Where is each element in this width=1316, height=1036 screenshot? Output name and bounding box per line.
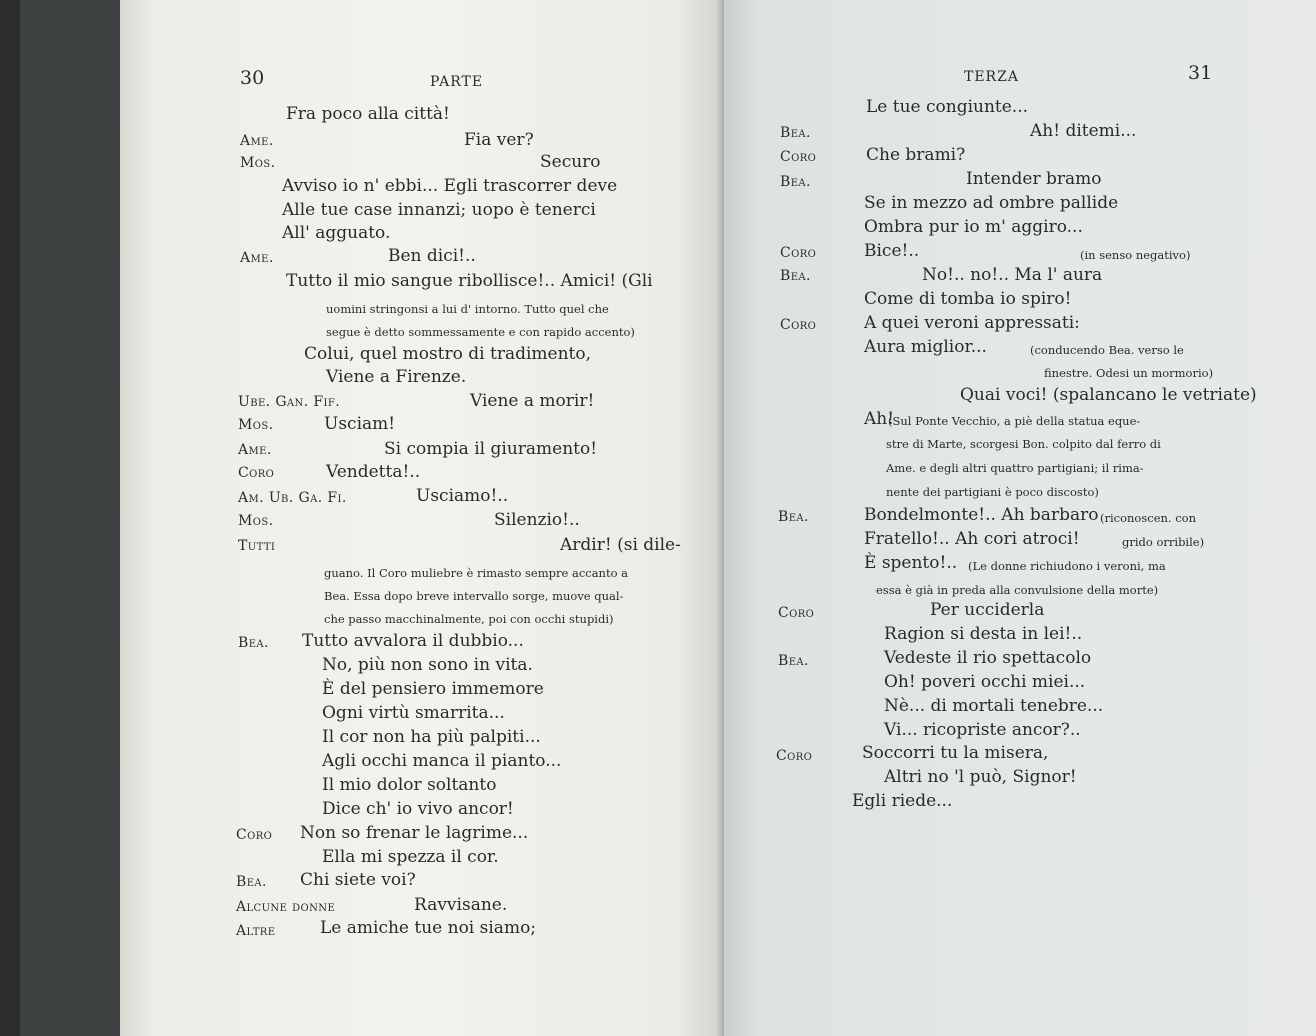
speaker-label: Mos.: [238, 417, 274, 433]
stage-direction: segue è detto sommessamente e con rapido accento): [326, 325, 635, 339]
verse-line: Oh! poveri occhi miei...: [884, 672, 1086, 692]
speaker-label: Ame.: [238, 442, 272, 458]
verse-line: Dice ch' io vivo ancor!: [322, 799, 514, 819]
verse-line: Alle tue case innanzi; uopo è tenerci: [282, 200, 596, 220]
stage-direction: grido orribile): [1122, 535, 1205, 549]
page-number: 30: [240, 67, 265, 89]
verse-line: Ombra pur io m' aggiro...: [864, 217, 1083, 237]
stage-direction: (riconoscen. con: [1100, 511, 1196, 525]
verse-line: Aura miglior...: [864, 337, 987, 357]
speaker-label: Coro: [780, 245, 817, 261]
verse-line: Usciamo!..: [416, 486, 509, 506]
stage-direction: (conducendo Bea. verso le: [1030, 343, 1184, 357]
verse-line: Viene a Firenze.: [326, 367, 467, 387]
speaker-label: Tutti: [238, 538, 276, 554]
speaker-label: Coro: [780, 317, 817, 333]
stage-direction: finestre. Odesi un mormorio): [1044, 366, 1214, 380]
running-head: PARTE: [430, 74, 484, 90]
verse-line: Egli riede...: [852, 791, 953, 811]
verse-line: Ah! ditemi...: [1030, 121, 1137, 141]
verse-line: Fra poco alla città!: [286, 104, 450, 124]
stage-direction: Ame. e degli altri quattro partigiani; il rima-: [886, 461, 1144, 475]
speaker-label: Coro: [780, 149, 817, 165]
speaker-label: Coro: [776, 748, 813, 764]
stage-direction: stre di Marte, scorgesi Bon. colpito dal ferro di: [886, 437, 1161, 451]
verse-line: Quai voci! (spalancano le vetriate): [960, 385, 1257, 405]
verse-line: Si compia il giuramento!: [384, 439, 598, 459]
speaker-label: Coro: [778, 605, 815, 621]
stage-direction: Bea. Essa dopo breve intervallo sorge, muove qual-: [324, 589, 624, 603]
speaker-label: Mos.: [238, 513, 274, 529]
verse-line: È spento!..: [864, 553, 958, 573]
stage-direction: (Sul Ponte Vecchio, a piè della statua eque-: [888, 414, 1141, 428]
verse-line: Il cor non ha più palpiti...: [322, 727, 541, 747]
stage-direction: nente dei partigiani è poco discosto): [886, 485, 1099, 499]
verse-line: Chi siete voi?: [300, 870, 416, 890]
speaker-label: Bea.: [778, 509, 809, 525]
speaker-label: Bea.: [778, 653, 809, 669]
verse-line: Ogni virtù smarrita...: [322, 703, 505, 723]
verse-line: Le tue congiunte...: [866, 97, 1029, 117]
verse-line: Vendetta!..: [326, 462, 421, 482]
verse-line: Vi... ricopriste ancor?..: [884, 720, 1081, 740]
page-number: 31: [1188, 62, 1213, 84]
verse-line: Colui, quel mostro di tradimento,: [304, 344, 592, 364]
verse-line: Soccorri tu la misera,: [862, 743, 1049, 763]
verse-line: Fratello!.. Ah cori atroci!: [864, 529, 1080, 549]
left-page: [120, 0, 724, 1036]
verse-line: Le amiche tue noi siamo;: [320, 918, 537, 938]
stage-direction: (Le donne richiudono i veroni, ma: [968, 559, 1166, 573]
speaker-label: Bea.: [780, 174, 811, 190]
verse-line: Tutto il mio sangue ribollisce!.. Amici! (Gli: [286, 271, 653, 291]
verse-line: Ben dici!..: [388, 246, 476, 266]
speaker-label: Alcune donne: [236, 899, 336, 915]
speaker-label: Bea.: [780, 268, 811, 284]
speaker-label: Bea.: [780, 125, 811, 141]
spine-edge: [0, 0, 20, 1036]
verse-line: È del pensiero immemore: [322, 679, 544, 699]
verse-line: Ah!: [864, 409, 895, 429]
verse-line: Silenzio!..: [494, 510, 580, 530]
verse-line: Altri no 'l può, Signor!: [884, 767, 1077, 787]
running-head: TERZA: [964, 69, 1019, 85]
verse-line: Viene a morir!: [470, 391, 595, 411]
verse-line: All' agguato.: [282, 223, 391, 243]
verse-line: Ella mi spezza il cor.: [322, 847, 499, 867]
verse-line: Fia ver?: [464, 130, 534, 150]
speaker-label: Ame.: [240, 133, 274, 149]
verse-line: Intender bramo: [966, 169, 1102, 189]
verse-line: Vedeste il rio spettacolo: [884, 648, 1092, 668]
verse-line: Nè... di mortali tenebre...: [884, 696, 1104, 716]
verse-line: Ravvisane.: [414, 895, 508, 915]
verse-line: Per ucciderla: [930, 600, 1045, 620]
verse-line: A quei veroni appressati:: [864, 313, 1080, 333]
verse-line: Se in mezzo ad ombre pallide: [864, 193, 1119, 213]
stage-direction: guano. Il Coro muliebre è rimasto sempre accanto a: [324, 566, 629, 580]
stage-direction: essa è già in preda alla convulsione della morte): [876, 583, 1159, 597]
verse-line: Che brami?: [866, 145, 966, 165]
verse-line: Ragion si desta in lei!..: [884, 624, 1083, 644]
verse-line: Non so frenar le lagrime...: [300, 823, 529, 843]
stage-direction: (in senso negativo): [1080, 248, 1191, 262]
speaker-label: Bea.: [238, 635, 269, 651]
verse-line: Avviso io n' ebbi... Egli trascorrer deve: [282, 176, 618, 196]
book-cover-board: [20, 0, 120, 1036]
speaker-label: Coro: [238, 465, 275, 481]
verse-line: Tutto avvalora il dubbio...: [302, 631, 524, 651]
verse-line: Usciam!: [324, 414, 396, 434]
speaker-label: Altre: [236, 923, 276, 939]
stage-direction: uomini stringonsi a lui d' intorno. Tutto quel che: [326, 302, 609, 316]
speaker-label: Ube. Gan. Fif.: [238, 394, 341, 410]
verse-line: Ardir! (si dile-: [560, 535, 681, 555]
speaker-label: Mos.: [240, 155, 276, 171]
stage-direction: che passo macchinalmente, poi con occhi stupidi): [324, 612, 614, 626]
verse-line: Securo: [540, 152, 601, 172]
right-page: [724, 0, 1316, 1036]
verse-line: No, più non sono in vita.: [322, 655, 533, 675]
speaker-label: Bea.: [236, 874, 267, 890]
speaker-label: Ame.: [240, 250, 274, 266]
verse-line: Bondelmonte!.. Ah barbaro: [864, 505, 1099, 525]
speaker-label: Coro: [236, 827, 273, 843]
verse-line: Bice!..: [864, 241, 920, 261]
speaker-label: Am. Ub. Ga. Fi.: [238, 490, 347, 506]
verse-line: No!.. no!.. Ma l' aura: [922, 265, 1103, 285]
verse-line: Agli occhi manca il pianto...: [322, 751, 562, 771]
verse-line: Come di tomba io spiro!: [864, 289, 1072, 309]
verse-line: Il mio dolor soltanto: [322, 775, 497, 795]
